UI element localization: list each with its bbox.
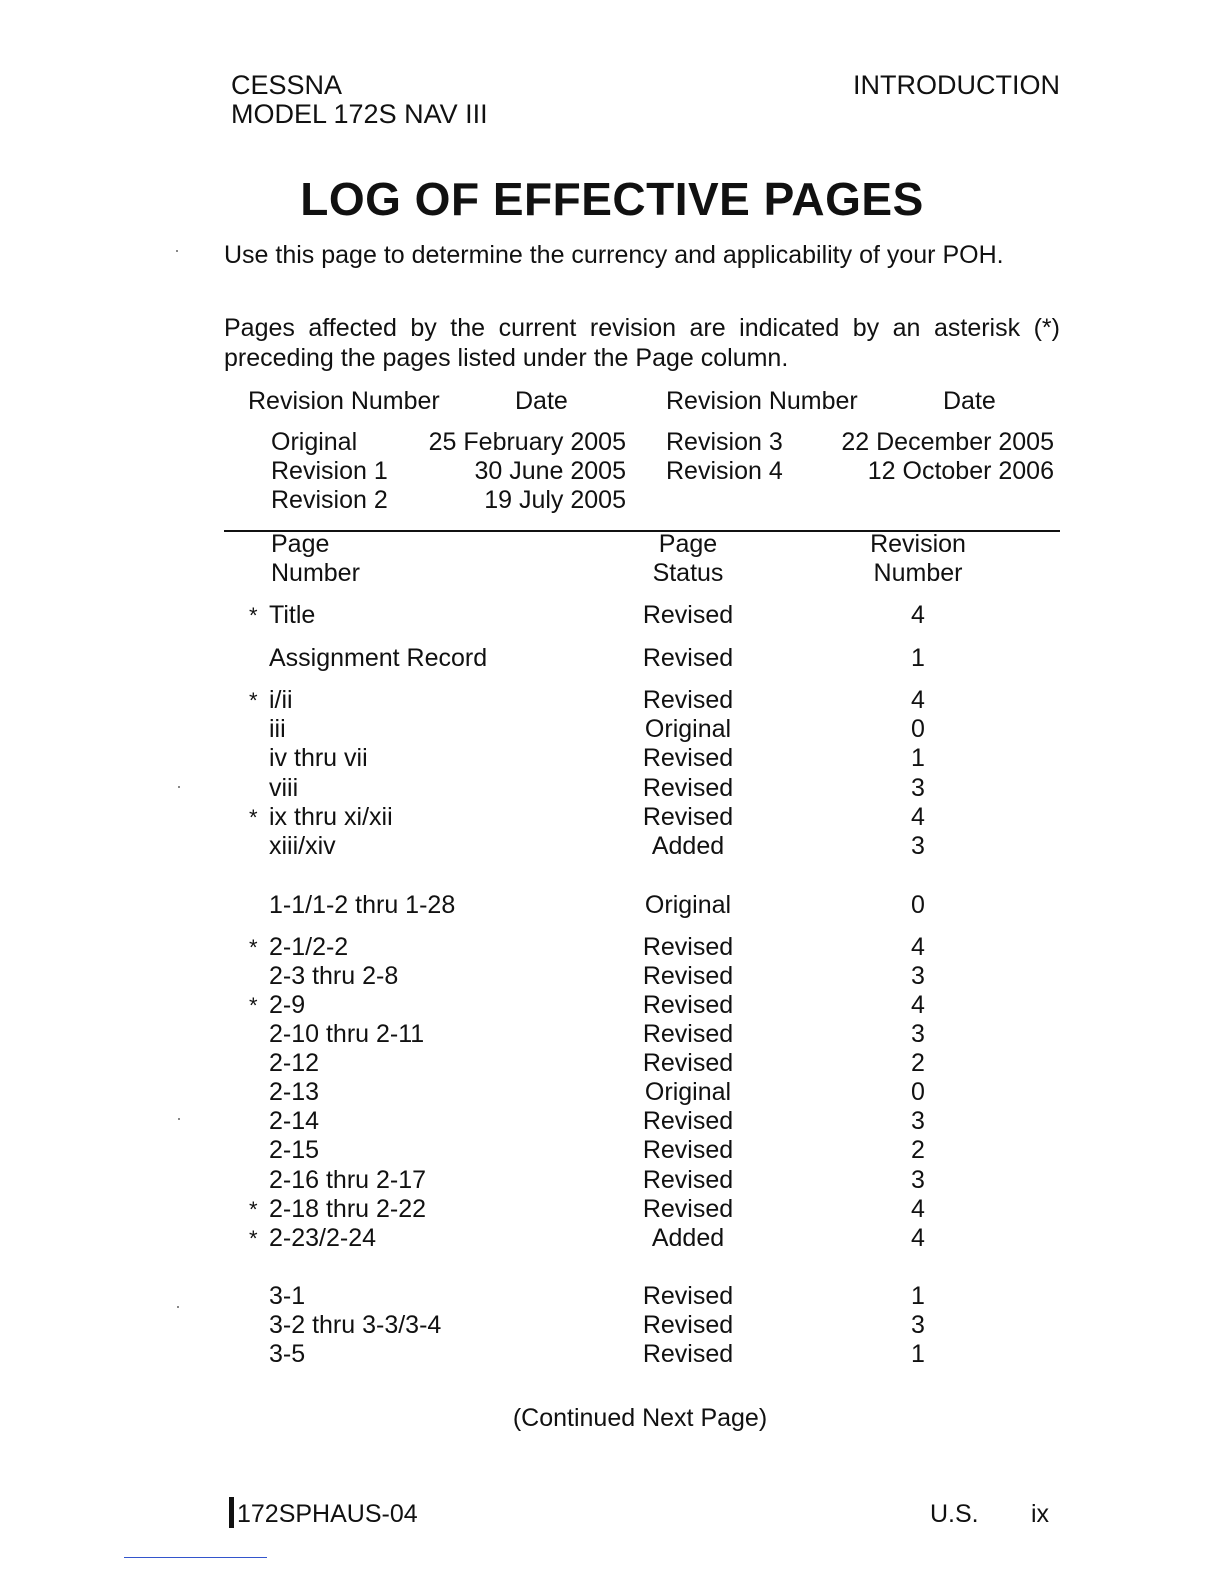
revision-entry-name: Revision 2 (271, 486, 388, 514)
page-number: 2-23/2-24 (269, 1224, 377, 1252)
page-number: 3-2 thru 3-3/3-4 (269, 1311, 442, 1339)
table-row (0, 686, 1224, 715)
page-number: 2-13 (269, 1078, 320, 1106)
table-row (0, 1340, 1224, 1369)
page-number: xiii/xiv (269, 832, 336, 860)
page-number: 2-15 (269, 1136, 320, 1164)
page-number: viii (269, 774, 299, 802)
revision-number: 2 (911, 1136, 925, 1164)
scan-speck (176, 250, 178, 252)
page-status: Revised (642, 1311, 734, 1339)
page-number: iv thru vii (269, 744, 368, 772)
table-row (0, 933, 1224, 962)
footer-page-number: ix (1031, 1500, 1050, 1528)
page-number: iii (269, 715, 286, 743)
table-row (0, 803, 1224, 832)
table-row (0, 1166, 1224, 1195)
intro-paragraph-1: Use this page to determine the currency and applicability of your POH. (224, 241, 1004, 269)
revision-entry-date: 22 December 2005 (841, 428, 1054, 456)
revision-number: 3 (911, 774, 925, 802)
revision-entry-name: Revision 4 (666, 457, 783, 485)
scan-edge-line (124, 1557, 267, 1558)
revision-number: 4 (911, 803, 925, 831)
page-status: Revised (642, 933, 734, 961)
table-row (0, 601, 1224, 630)
revision-number: 3 (911, 962, 925, 990)
revision-asterisk: * (249, 993, 258, 1018)
page-title: LOG OF EFFECTIVE PAGES (300, 173, 924, 225)
table-row (0, 962, 1224, 991)
page-number: Assignment Record (269, 644, 488, 672)
scan-speck (178, 1118, 180, 1120)
revision-number: 4 (911, 991, 925, 1019)
table-row (0, 1224, 1224, 1253)
table-row (0, 1136, 1224, 1165)
page-status: Original (644, 891, 732, 919)
revision-number: 3 (911, 1166, 925, 1194)
page-status: Revised (642, 803, 734, 831)
table-row (0, 715, 1224, 744)
rev-col-header-number-right: Revision Number (666, 387, 858, 415)
page-status: Revised (642, 1195, 734, 1223)
revision-number: 4 (911, 1195, 925, 1223)
page-status: Added (651, 832, 725, 860)
page-number: 2-9 (269, 991, 306, 1019)
page-number: ix thru xi/xii (269, 803, 393, 831)
page-status: Revised (642, 774, 734, 802)
page-number: 2-16 thru 2-17 (269, 1166, 427, 1194)
change-bar (229, 1497, 234, 1528)
col-header-page: Page (271, 530, 330, 558)
page-number: Title (269, 601, 316, 629)
table-row (0, 1195, 1224, 1224)
revision-number: 1 (911, 1282, 925, 1310)
revision-number: 3 (911, 1311, 925, 1339)
table-row (0, 832, 1224, 861)
page-number: 1-1/1-2 thru 1-28 (269, 891, 456, 919)
table-row (0, 1078, 1224, 1107)
revision-number: 1 (911, 744, 925, 772)
page-number: 3-5 (269, 1340, 306, 1368)
table-row (0, 744, 1224, 773)
page-status: Revised (642, 1107, 734, 1135)
header-right: INTRODUCTION (853, 70, 1060, 100)
continued-note: (Continued Next Page) (512, 1404, 768, 1432)
revision-entry-name: Revision 1 (271, 457, 388, 485)
rev-col-header-date-right: Date (943, 387, 996, 415)
revision-number: 4 (911, 1224, 925, 1252)
revision-entry-name: Revision 3 (666, 428, 783, 456)
rev-col-header-number-left: Revision Number (248, 387, 440, 415)
page-status: Revised (642, 962, 734, 990)
page-status: Revised (642, 1136, 734, 1164)
revision-asterisk: * (249, 1197, 258, 1222)
page-status: Added (651, 1224, 725, 1252)
page-status: Revised (642, 1049, 734, 1077)
table-row (0, 891, 1224, 920)
page-number: 2-14 (269, 1107, 320, 1135)
table-row (0, 644, 1224, 673)
page-number: 2-18 thru 2-22 (269, 1195, 427, 1223)
page-status: Revised (642, 644, 734, 672)
header-left-line2: MODEL 172S NAV III (231, 99, 488, 129)
page-number: 2-12 (269, 1049, 320, 1077)
rev-col-header-date-left: Date (515, 387, 568, 415)
table-row (0, 774, 1224, 803)
page-number: 2-1/2-2 (269, 933, 349, 961)
col-header-revision-1: Revision (870, 530, 966, 558)
table-row (0, 1311, 1224, 1340)
page-number: 3-1 (269, 1282, 306, 1310)
revision-asterisk: * (249, 688, 258, 713)
revision-asterisk: * (249, 603, 258, 628)
footer-country: U.S. (930, 1500, 979, 1528)
intro-paragraph-2: Pages affected by the current revision are indicated by an asterisk (*) preceding the pages listed under the Page column. (224, 314, 1060, 372)
revision-entry-date: 19 July 2005 (484, 486, 626, 514)
col-header-page-status-2: Status (652, 559, 724, 587)
revision-number: 0 (911, 715, 925, 743)
revision-number: 3 (911, 1107, 925, 1135)
revision-number: 1 (911, 644, 925, 672)
page-status: Revised (642, 1340, 734, 1368)
revision-entry-date: 25 February 2005 (428, 428, 626, 456)
col-header-revision-2: Number (873, 559, 963, 587)
page-number: 2-3 thru 2-8 (269, 962, 399, 990)
page-status: Original (644, 715, 732, 743)
page-status: Revised (642, 744, 734, 772)
page-status: Revised (642, 991, 734, 1019)
page-number: i/ii (269, 686, 293, 714)
page-status: Revised (642, 601, 734, 629)
table-row (0, 991, 1224, 1020)
revision-number: 0 (911, 1078, 925, 1106)
footer-document-id: 172SPHAUS-04 (237, 1500, 418, 1528)
header-left-line1: CESSNA (231, 70, 343, 100)
revision-entry-name: Original (271, 428, 358, 456)
revision-number: 2 (911, 1049, 925, 1077)
page-status: Revised (642, 686, 734, 714)
col-header-page-status-1: Page (658, 530, 718, 558)
revision-number: 3 (911, 1020, 925, 1048)
revision-number: 4 (911, 686, 925, 714)
scan-speck (177, 1306, 179, 1308)
page-status: Revised (642, 1166, 734, 1194)
table-row (0, 1049, 1224, 1078)
revision-number: 1 (911, 1340, 925, 1368)
page-status: Revised (642, 1020, 734, 1048)
revision-asterisk: * (249, 805, 258, 830)
revision-entry-date: 12 October 2006 (867, 457, 1054, 485)
page-status: Revised (642, 1282, 734, 1310)
scan-speck (178, 786, 180, 788)
table-row (0, 1107, 1224, 1136)
page-number: 2-10 thru 2-11 (269, 1020, 425, 1048)
col-header-number: Number (271, 559, 360, 587)
page-status: Original (644, 1078, 732, 1106)
revision-number: 4 (911, 933, 925, 961)
revision-asterisk: * (249, 935, 258, 960)
table-row (0, 1282, 1224, 1311)
revision-number: 3 (911, 832, 925, 860)
revision-number: 4 (911, 601, 925, 629)
revision-asterisk: * (249, 1226, 258, 1251)
revision-entry-date: 30 June 2005 (474, 457, 626, 485)
table-row (0, 1020, 1224, 1049)
revision-number: 0 (911, 891, 925, 919)
